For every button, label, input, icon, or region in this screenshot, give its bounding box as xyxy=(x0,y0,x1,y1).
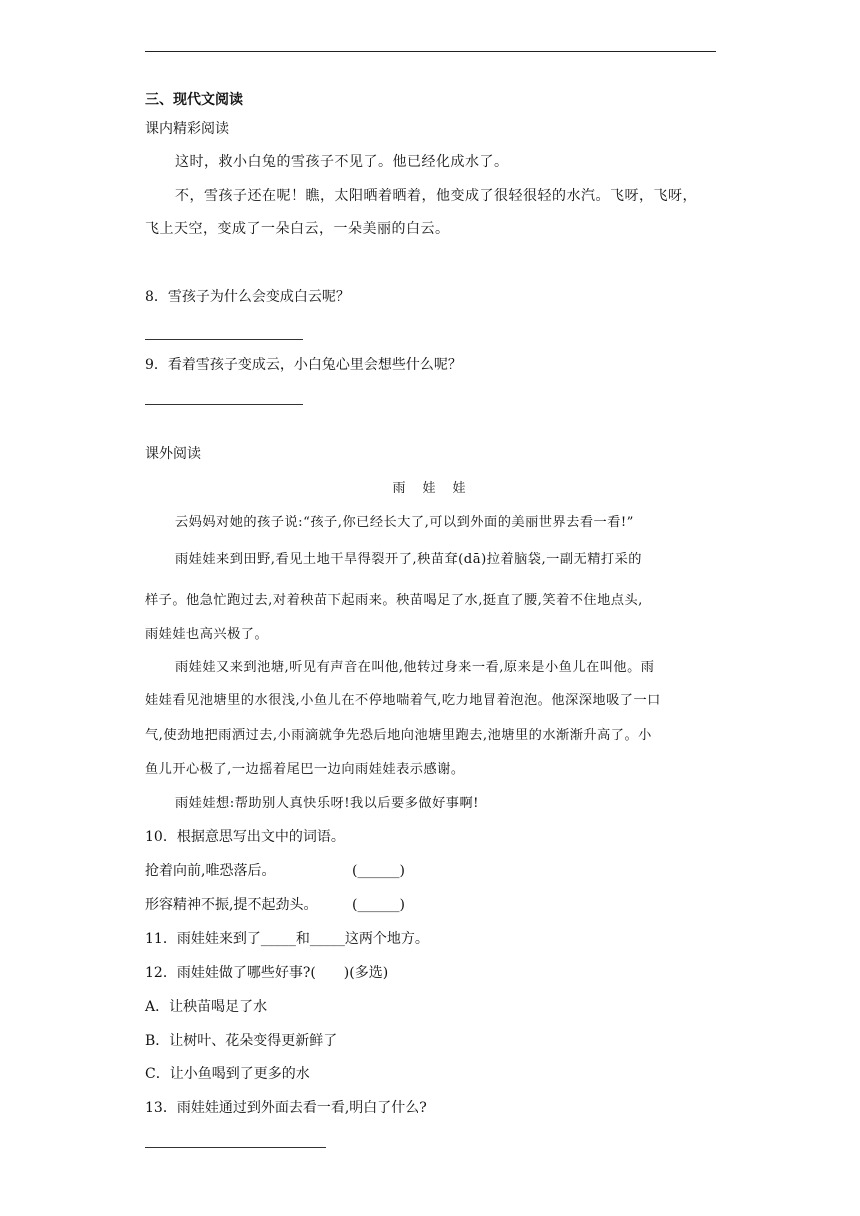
out-class-heading: 课外阅读 xyxy=(145,446,201,462)
header-rule xyxy=(145,51,716,52)
option-c[interactable]: C．让小鱼喝到了更多的水 xyxy=(145,1066,310,1082)
in-class-paragraph: 这时，救小白兔的雪孩子不见了。他已经化成水了。 xyxy=(175,154,509,170)
option-a[interactable]: A．让秧苗喝足了水 xyxy=(145,999,268,1015)
passage-line: 鱼儿开心极了,一边摇着尾巴一边向雨娃娃表示感谢。 xyxy=(145,762,465,777)
section-title: 三、现代文阅读 xyxy=(145,92,243,108)
question-12: 12．雨娃娃做了哪些好事?( )(多选) xyxy=(145,965,389,981)
answer-line-9[interactable] xyxy=(145,404,303,405)
q10-blank-1[interactable]: (______) xyxy=(352,863,405,879)
q10-blank-2[interactable]: (______) xyxy=(352,897,405,913)
passage-line: 雨娃娃来到田野,看见土地干旱得裂开了,秧苗耷(dā)拉着脑袋,一副无精打采的 xyxy=(175,552,642,567)
in-class-paragraph: 飞上天空，变成了一朵白云，一朵美丽的白云。 xyxy=(145,221,450,237)
passage-title: 雨 娃 娃 xyxy=(392,481,468,496)
answer-line-8[interactable] xyxy=(145,339,303,340)
question-13: 13．雨娃娃通过到外面去看一看,明白了什么? xyxy=(145,1100,427,1116)
in-class-heading: 课内精彩阅读 xyxy=(145,121,229,137)
in-class-paragraph: 不，雪孩子还在呢！瞧，太阳晒着晒着，他变成了很轻很轻的水汽。飞呀，飞呀， xyxy=(175,188,697,204)
question-8: 8．雪孩子为什么会变成白云呢？ xyxy=(145,289,350,305)
question-9: 9．看着雪孩子变成云，小白兔心里会想些什么呢？ xyxy=(145,357,462,373)
passage-line: 雨娃娃想:帮助别人真快乐呀!我以后要多做好事啊! xyxy=(175,796,479,811)
q10-meaning-1: 抢着向前,唯恐落后。 xyxy=(145,863,276,879)
option-b[interactable]: B．让树叶、花朵变得更新鲜了 xyxy=(145,1033,338,1049)
answer-line-13[interactable] xyxy=(145,1147,326,1148)
passage-line: 雨娃娃也高兴极了。 xyxy=(145,627,269,642)
passage-line: 雨娃娃又来到池塘,听见有声音在叫他,他转过身来一看,原来是小鱼儿在叫他。雨 xyxy=(175,660,655,675)
question-10: 10．根据意思写出文中的词语。 xyxy=(145,829,345,845)
question-11: 11．雨娃娃来到了_____和_____这两个地方。 xyxy=(145,931,429,947)
passage-line: 云妈妈对她的孩子说:“孩子,你已经长大了,可以到外面的美丽世界去看一看!” xyxy=(175,515,634,530)
passage-line: 气,使劲地把雨洒过去,小雨滴就争先恐后地向池塘里跑去,池塘里的水渐渐升高了。小 xyxy=(145,728,652,743)
q10-meaning-2: 形容精神不振,提不起劲头。 xyxy=(145,897,318,913)
passage-line: 样子。他急忙跑过去,对着秧苗下起雨来。秧苗喝足了水,挺直了腰,笑着不住地点头, xyxy=(145,593,643,608)
passage-line: 娃娃看见池塘里的水很浅,小鱼儿在不停地喘着气,吃力地冒着泡泡。他深深地吸了一口 xyxy=(145,693,661,708)
